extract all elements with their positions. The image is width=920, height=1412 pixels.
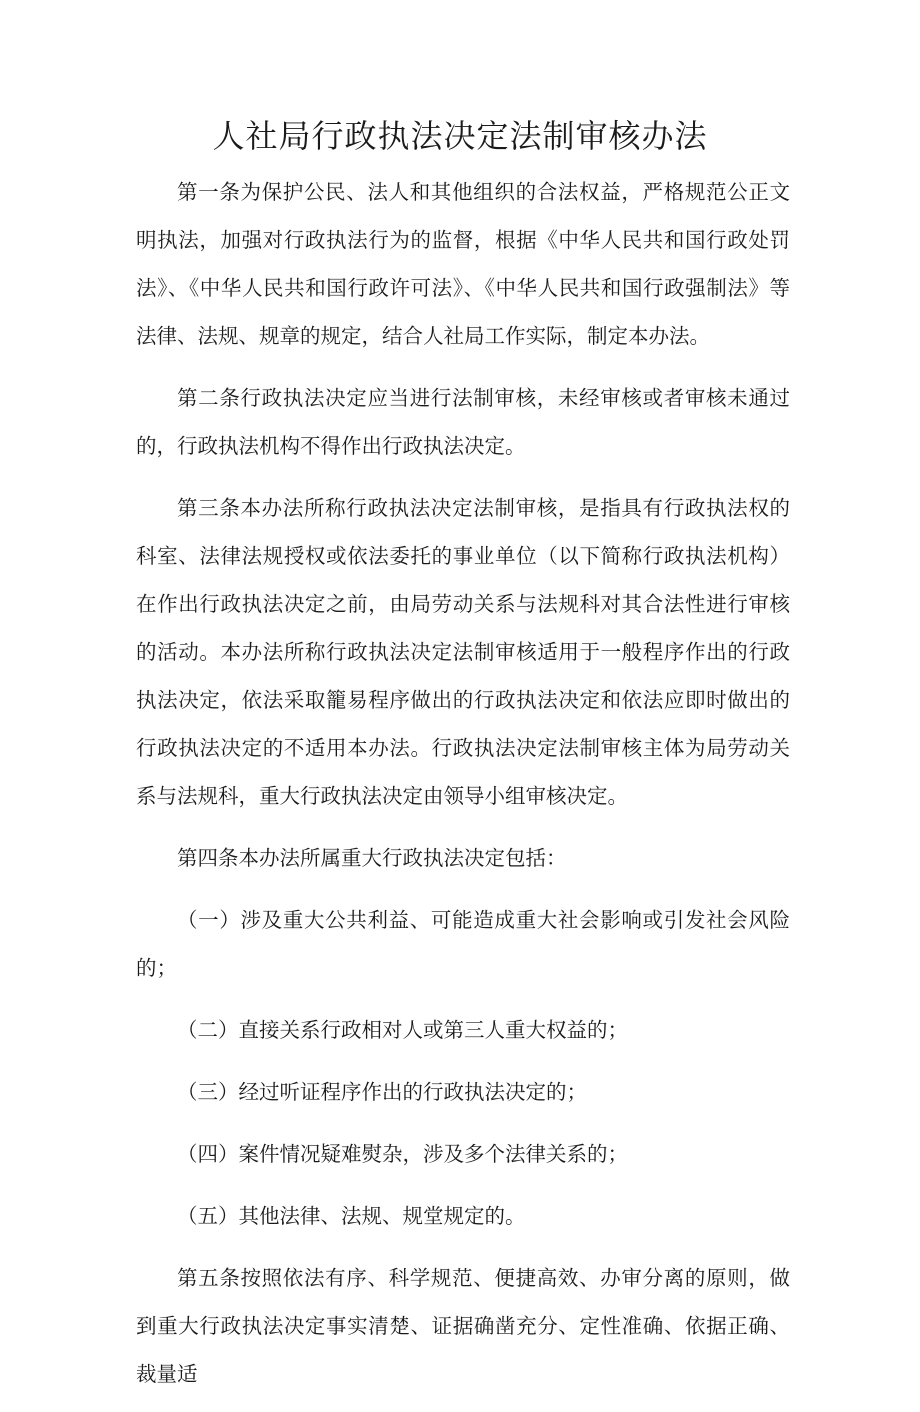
list-item: （四）案件情况疑难熨杂，涉及多个法律关系的； xyxy=(177,1142,628,1166)
document-body xyxy=(136,168,790,1412)
document-title: 人社局行政执法决定法制审核办法 xyxy=(212,117,708,155)
list-item: （三）经过听证程序作出的行政执法决定的； xyxy=(177,1080,587,1104)
article-3-paragraph: 第三条本办法所称行政执法决定法制审核，是指具有行政执法权的科室、法律法规授权或依法委托的事业单位（以下简称行政执法机构）在作出行政执法决定之前，由局劳动关系与法规科对其合法性进行审核的活动。本办法所称行政执法决定法制审核适用于一般程序作出的行政执法决定，依法采取籠易程序做出的行政执法决定和依法应即时做出的行政执法决定的不适用本办法。行政执法决定法制审核主体为局劳动关系与法规科，重大行政执法决定由领导小组审核决定。 xyxy=(136,496,790,808)
list-item: （二）直接关系行政相对人或第三人重大权益的； xyxy=(177,1018,628,1042)
article-5-paragraph: 第五条按照依法有序、科学规范、便捷高效、办审分离的原则，做到重大行政执法决定事实清楚、证据确凿充分、定性准确、依据正确、裁量适 xyxy=(136,1266,790,1386)
article-1-paragraph: 第一条为保护公民、法人和其他组织的合法权益，严格规范公正文明执法，加强对行政执法行为的监督，根据《中华人民共和国行政处罚法》、《中华人民共和国行政许可法》、《中华人民共和国行政强制法》等法律、法规、规章的规定，结合人社局工作实际，制定本办法。 xyxy=(136,180,790,348)
list-item: （五）其他法律、法规、规堂规定的。 xyxy=(177,1204,526,1228)
article-2-paragraph: 第二条行政执法决定应当进行法制审核，未经审核或者审核未通过的，行政执法机构不得作出行政执法决定。 xyxy=(136,386,790,458)
list-item: （一）涉及重大公共利益、可能造成重大社会影响或引发社会风险的； xyxy=(136,908,790,980)
article-4-paragraph: 第四条本办法所属重大行政执法决定包括： xyxy=(177,846,567,870)
